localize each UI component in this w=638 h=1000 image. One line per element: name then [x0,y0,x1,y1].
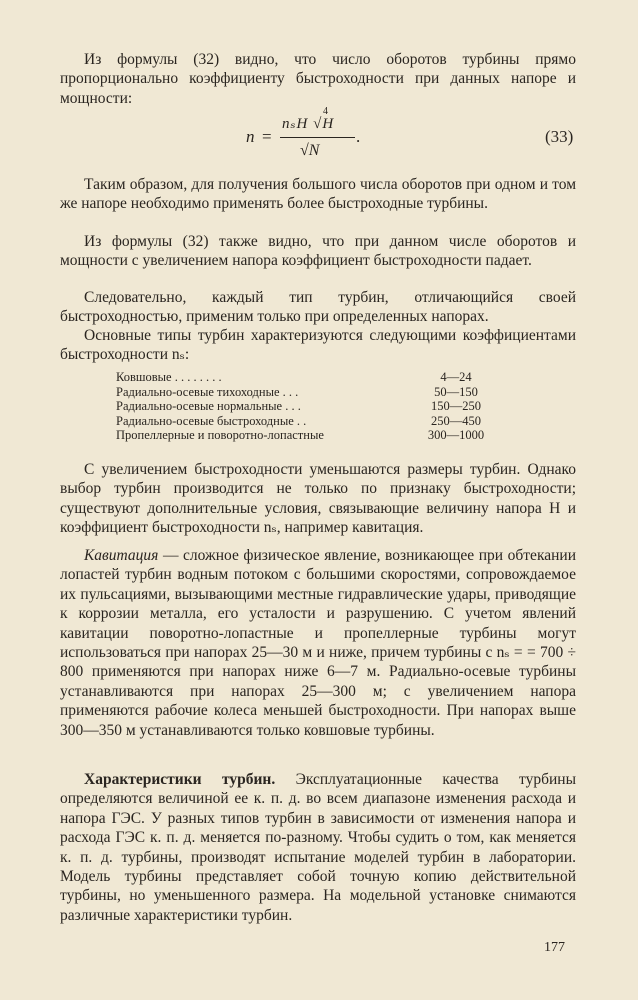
formula-period: . [356,127,361,146]
paragraph-formula-intro: Из формулы (32) видно, что число оборотов турбины прямо пропорционально коэффициенту быстроходности при данных напоре и мощности: [60,51,576,107]
paragraph-speed-size: С увеличением быстроходности уменьшаются размеры турбин. Однако выбор турбин производится не только по признаку быстроходности; существуют дополнительные условия, связывающие величину напора H и коэффициент быстроходности nₛ, например кавитация. [60,461,576,537]
characteristics-text: Эксплуатационные качества турбины определяются величиной ее к. п. д. во всем диапазоне изменения расхода и напора ГЭС. У разных типов турбин в зависимости от изменения напора и расхода ГЭС к. п. д. меняется по-разному. Чтобы судить о том, как меняется к. п. д. турбины, производят испытание моделей турбин в лаборатории. Модель турбины представляет собой точную копию действительной турбины, но уменьшенного размера. На модельной установке снимаются различные характеристики турбин. [60,771,576,924]
formula-fraction-bar [280,137,355,138]
coefficient-range: 4—24 [440,370,472,384]
formula-lhs: n [246,127,255,146]
speed-coefficient-table [116,370,516,443]
paragraph-cavitation [60,546,576,740]
formula-equals: = [262,127,272,146]
section-heading: Характеристики турбин. [84,771,276,788]
page-number: 177 [544,940,565,955]
turbine-type: Радиально-осевые нормальные . . . [116,399,301,414]
formula-root-index: 4 [323,106,328,117]
table-row [116,385,516,400]
coefficient-range: 300—1000 [427,428,485,443]
table-row [116,399,516,414]
paragraph-coefficients-intro: Основные типы турбин характеризуются следующими коэффициентами быстроходности nₛ: [60,327,576,364]
cavitation-text: — сложное физическое явление, возникающее при обтекании лопастей турбин водным потоком с большими скоростями, сопровождаемое их пульсациями, вызывающими местные гидравлические удары, приводящие к коррозии металла, его усталости и разрушению. С учетом явлений кавитации поворотно-лопастные и пропеллерные турбины могут использоваться при напорах 25—30 м и ниже, причем турбины с nₛ = = 700 ÷ 800 применяются при напорах ниже 6—7 м. Радиально-осевые турбины устанавливаются при напорах 25—300 м; с увеличением напора применяются рабочие колеса меньшей быстроходности. При напорах выше 300—350 м устанавливаются только ковшовые турбины. [60,547,576,739]
paragraph-conclusion: Таким образом, для получения большого числа оборотов при одном и том же напоре необходимо применять более быстроходные турбины. [60,176,576,213]
formula-33 [0,106,638,164]
turbine-type: Ковшовые . . . . . . . . [116,370,222,384]
coefficient-range: 250—450 [431,413,481,428]
paragraph-turbine-types: Следовательно, каждый тип турбин, отличающийся своей быстроходностью, применим только при определенных напорах. [60,289,576,326]
table-row [116,414,516,429]
table-row [116,370,516,385]
turbine-type: Пропеллерные и поворотно-лопастные [116,428,324,443]
table-row [116,428,516,443]
turbine-type: Радиально-осевые тихоходные . . . [116,384,299,399]
paragraph-characteristics [60,770,576,925]
coefficient-range: 150—250 [431,399,481,414]
formula-denominator: √N [300,142,320,159]
formula-number: (33) [545,127,574,146]
cavitation-term: Кавитация [84,547,159,564]
turbine-type: Радиально-осевые быстроходные . . [116,413,307,428]
formula-numerator: nₛH √H [282,116,335,132]
coefficient-range: 50—150 [434,384,478,399]
paragraph-formula-32: Из формулы (32) также видно, что при данном числе оборотов и мощности с увеличением напора коэффициент быстроходности падает. [60,233,576,270]
